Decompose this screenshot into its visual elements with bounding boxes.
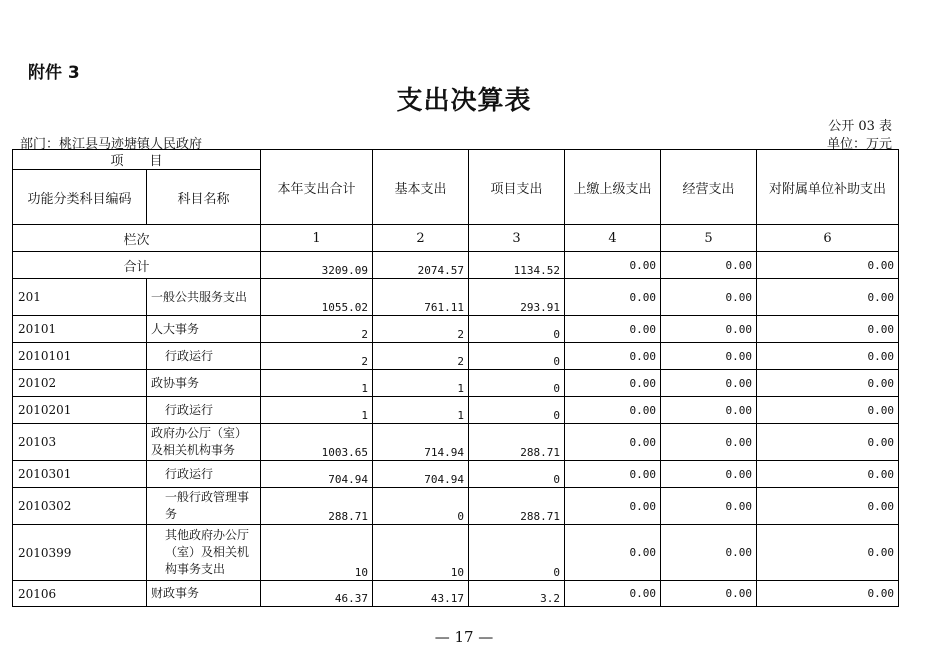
row-code: 20103 xyxy=(13,424,147,461)
table-row xyxy=(13,424,899,461)
row-value: 1 xyxy=(261,397,373,424)
row-name: 一般公共服务支出 xyxy=(147,279,261,316)
index-row xyxy=(13,225,899,252)
row-name: 财政事务 xyxy=(147,581,261,607)
row-value: 1055.02 xyxy=(261,279,373,316)
header-remit: 上缴上级支出 xyxy=(565,150,661,225)
row-name: 政府办公厅（室）及相关机构事务 xyxy=(147,424,261,461)
header-project: 项目支出 xyxy=(469,150,565,225)
total-label: 合计 xyxy=(13,252,261,279)
header-business: 经营支出 xyxy=(661,150,757,225)
index-cell: 6 xyxy=(757,225,899,252)
row-value: 3.2 xyxy=(469,581,565,607)
table-row xyxy=(13,397,899,424)
row-value: 0.00 xyxy=(661,279,757,316)
row-name: 政协事务 xyxy=(147,370,261,397)
total-cell: 1134.52 xyxy=(469,252,565,279)
index-cell: 1 xyxy=(261,225,373,252)
row-value: 2 xyxy=(373,343,469,370)
table-row xyxy=(13,461,899,488)
row-value: 0.00 xyxy=(661,488,757,525)
row-code: 2010302 xyxy=(13,488,147,525)
row-code: 201 xyxy=(13,279,147,316)
row-name: 其他政府办公厅（室）及相关机构事务支出 xyxy=(147,525,261,581)
table-row xyxy=(13,279,899,316)
row-value: 0.00 xyxy=(757,370,899,397)
index-cell: 4 xyxy=(565,225,661,252)
row-value: 0.00 xyxy=(661,316,757,343)
row-code: 2010101 xyxy=(13,343,147,370)
row-value: 0.00 xyxy=(757,525,899,581)
expenditure-table xyxy=(12,149,899,607)
row-value: 2 xyxy=(373,316,469,343)
row-value: 0.00 xyxy=(661,461,757,488)
row-value: 288.71 xyxy=(261,488,373,525)
row-value: 46.37 xyxy=(261,581,373,607)
row-value: 0.00 xyxy=(565,279,661,316)
header-item: 项 目 xyxy=(13,150,261,170)
row-value: 0 xyxy=(469,525,565,581)
header-basic: 基本支出 xyxy=(373,150,469,225)
row-value: 43.17 xyxy=(373,581,469,607)
row-name: 人大事务 xyxy=(147,316,261,343)
row-value: 1 xyxy=(373,370,469,397)
page-number: — 17 — xyxy=(434,628,494,646)
table-row xyxy=(13,525,899,581)
total-cell: 0.00 xyxy=(661,252,757,279)
row-value: 0 xyxy=(469,316,565,343)
row-value: 0.00 xyxy=(661,581,757,607)
row-value: 0.00 xyxy=(757,397,899,424)
row-value: 704.94 xyxy=(261,461,373,488)
header-total: 本年支出合计 xyxy=(261,150,373,225)
row-value: 714.94 xyxy=(373,424,469,461)
row-value: 10 xyxy=(373,525,469,581)
row-value: 704.94 xyxy=(373,461,469,488)
row-value: 0.00 xyxy=(565,461,661,488)
row-value: 0.00 xyxy=(757,488,899,525)
row-value: 0.00 xyxy=(757,343,899,370)
row-code: 20101 xyxy=(13,316,147,343)
row-name: 一般行政管理事务 xyxy=(147,488,261,525)
row-value: 0.00 xyxy=(757,461,899,488)
row-value: 288.71 xyxy=(469,488,565,525)
header-subsidy: 对附属单位补助支出 xyxy=(757,150,899,225)
department-label: 部门：桃江县马迹塘镇人民政府 xyxy=(20,137,203,152)
row-value: 0 xyxy=(469,397,565,424)
row-code: 2010399 xyxy=(13,525,147,581)
row-value: 288.71 xyxy=(469,424,565,461)
table-row xyxy=(13,581,899,607)
row-code: 2010201 xyxy=(13,397,147,424)
row-value: 0.00 xyxy=(565,525,661,581)
total-cell: 3209.09 xyxy=(261,252,373,279)
row-value: 0.00 xyxy=(565,397,661,424)
row-value: 2 xyxy=(261,343,373,370)
row-value: 0.00 xyxy=(757,279,899,316)
row-value: 0.00 xyxy=(757,424,899,461)
row-value: 2 xyxy=(261,316,373,343)
header-name: 科目名称 xyxy=(147,170,261,225)
unit-label: 单位：万元 xyxy=(826,137,892,152)
table-row xyxy=(13,370,899,397)
form-code: 公开 03 表 xyxy=(828,119,892,134)
row-name: 行政运行 xyxy=(147,343,261,370)
row-name: 行政运行 xyxy=(147,397,261,424)
row-value: 0.00 xyxy=(661,370,757,397)
row-value: 0.00 xyxy=(565,343,661,370)
row-value: 0.00 xyxy=(757,316,899,343)
total-cell: 0.00 xyxy=(757,252,899,279)
row-value: 0.00 xyxy=(661,525,757,581)
row-value: 1 xyxy=(261,370,373,397)
total-cell: 2074.57 xyxy=(373,252,469,279)
total-row xyxy=(13,252,899,279)
table-row xyxy=(13,343,899,370)
total-cell: 0.00 xyxy=(565,252,661,279)
row-value: 1003.65 xyxy=(261,424,373,461)
row-value: 0.00 xyxy=(661,397,757,424)
row-value: 0.00 xyxy=(565,488,661,525)
row-value: 0 xyxy=(373,488,469,525)
row-value: 293.91 xyxy=(469,279,565,316)
row-value: 0.00 xyxy=(661,343,757,370)
index-cell: 5 xyxy=(661,225,757,252)
row-value: 0.00 xyxy=(757,581,899,607)
row-value: 0.00 xyxy=(565,316,661,343)
attachment-label: 附件 3 xyxy=(28,63,80,83)
row-value: 0.00 xyxy=(565,581,661,607)
row-value: 1 xyxy=(373,397,469,424)
table-row xyxy=(13,488,899,525)
row-value: 0.00 xyxy=(661,424,757,461)
row-value: 0 xyxy=(469,370,565,397)
index-cell: 3 xyxy=(469,225,565,252)
row-value: 0 xyxy=(469,343,565,370)
page-title: 支出决算表 xyxy=(396,86,532,116)
row-value: 0.00 xyxy=(565,424,661,461)
row-name: 行政运行 xyxy=(147,461,261,488)
row-value: 761.11 xyxy=(373,279,469,316)
row-code: 2010301 xyxy=(13,461,147,488)
row-value: 0 xyxy=(469,461,565,488)
row-value: 0.00 xyxy=(565,370,661,397)
row-value: 10 xyxy=(261,525,373,581)
header-code: 功能分类科目编码 xyxy=(13,170,147,225)
row-code: 20102 xyxy=(13,370,147,397)
table-row xyxy=(13,316,899,343)
index-label: 栏次 xyxy=(13,225,261,252)
row-code: 20106 xyxy=(13,581,147,607)
index-cell: 2 xyxy=(373,225,469,252)
